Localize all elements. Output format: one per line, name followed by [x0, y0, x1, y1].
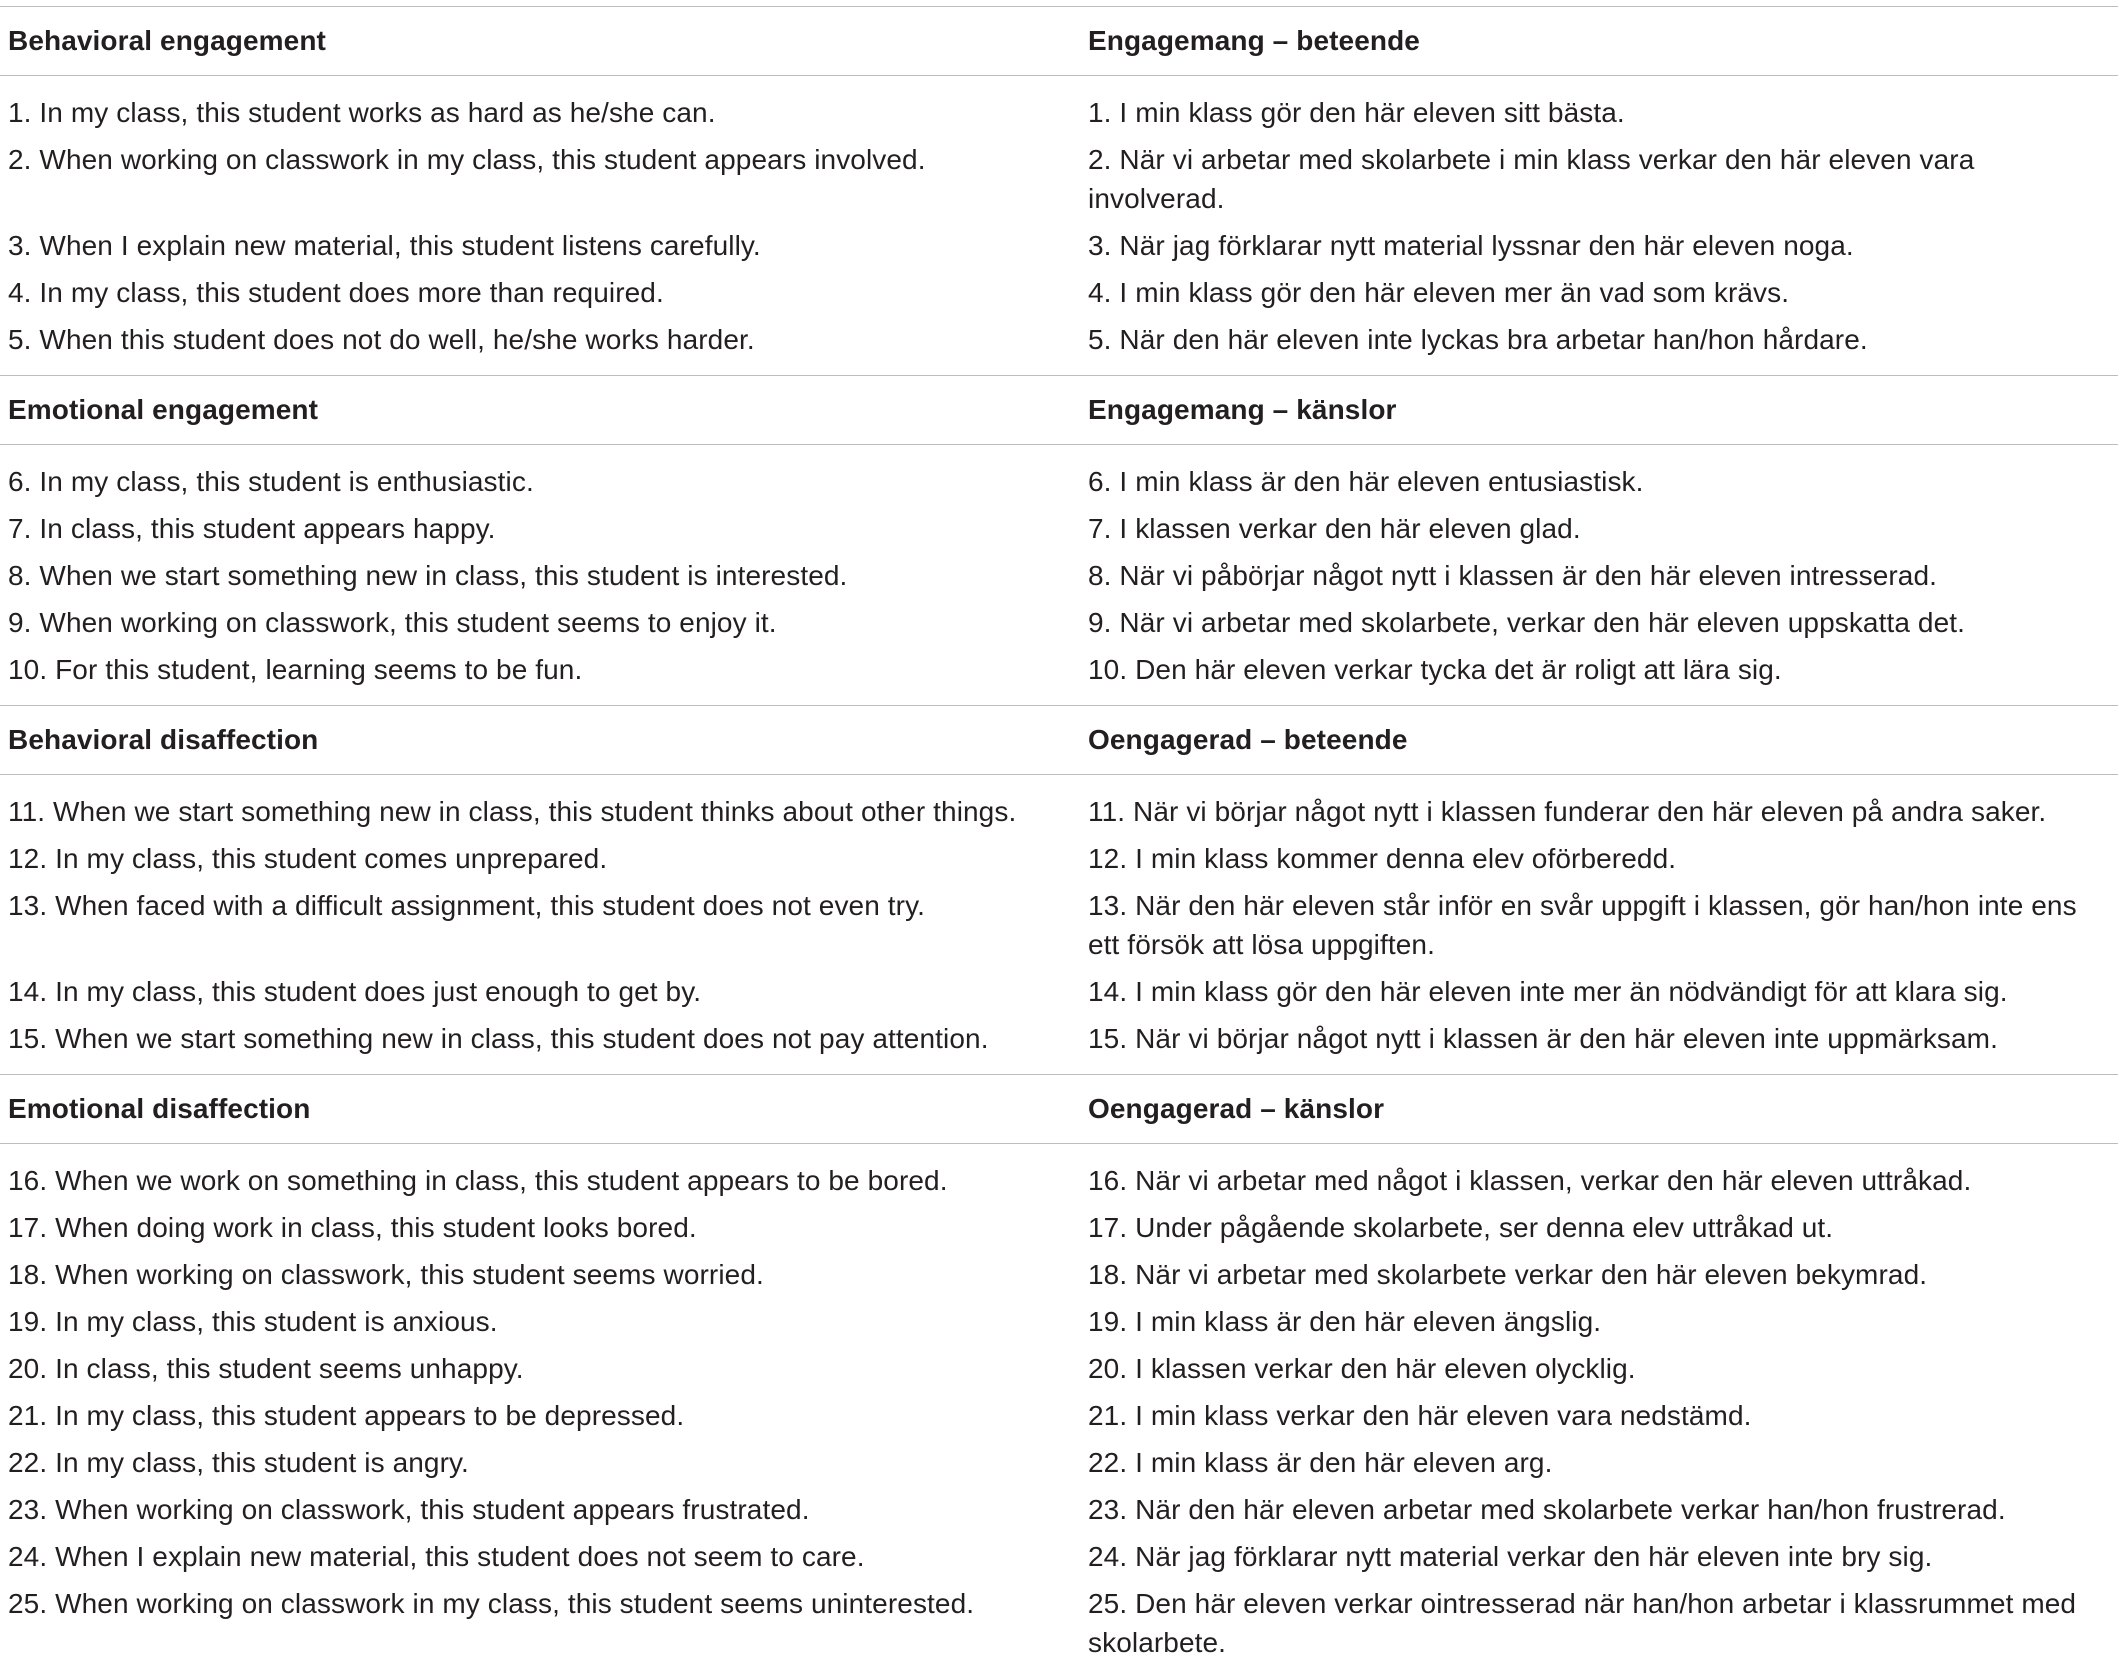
table-row — [0, 458, 2118, 505]
item-text-swedish: 5. När den här eleven inte lyckas bra arbetar han/hon hårdare. — [1088, 324, 1868, 355]
item-text-english: 6. In my class, this student is enthusiastic. — [8, 466, 534, 497]
section-items — [0, 775, 2118, 1075]
table-row — [0, 1533, 2118, 1580]
item-text-english: 23. When working on classwork, this student appears frustrated. — [8, 1494, 810, 1525]
item-text-swedish: 20. I klassen verkar den här eleven olycklig. — [1088, 1353, 1636, 1384]
item-text-english: 13. When faced with a difficult assignment, this student does not even try. — [8, 890, 925, 921]
item-text-swedish: 3. När jag förklarar nytt material lyssnar den här eleven noga. — [1088, 230, 1854, 261]
item-text-english: 18. When working on classwork, this student seems worried. — [8, 1259, 764, 1290]
section-items — [0, 76, 2118, 376]
item-text-english: 12. In my class, this student comes unprepared. — [8, 843, 608, 874]
table-row — [0, 1345, 2118, 1392]
table-row — [0, 599, 2118, 646]
item-text-swedish: 11. När vi börjar något nytt i klassen funderar den här eleven på andra saker. — [1088, 796, 2047, 827]
item-text-english: 4. In my class, this student does more than required. — [8, 277, 664, 308]
item-text-english: 11. When we start something new in class, this student thinks about other things. — [8, 796, 1017, 827]
item-text-swedish: 9. När vi arbetar med skolarbete, verkar den här eleven uppskatta det. — [1088, 607, 1966, 638]
item-text-swedish: 25. Den här eleven verkar ointresserad när han/hon arbetar i klassrummet med skolarbete. — [1088, 1588, 2077, 1658]
item-text-swedish: 1. I min klass gör den här eleven sitt bästa. — [1088, 97, 1625, 128]
item-text-english: 15. When we start something new in class, this student does not pay attention. — [8, 1023, 989, 1054]
section-title-english: Emotional engagement — [8, 394, 319, 425]
item-text-english: 9. When working on classwork, this student seems to enjoy it. — [8, 607, 777, 638]
table-row — [0, 1157, 2118, 1204]
item-text-english: 21. In my class, this student appears to be depressed. — [8, 1400, 685, 1431]
table-row — [0, 1392, 2118, 1439]
section-title-english: Behavioral disaffection — [8, 724, 319, 755]
item-text-swedish: 6. I min klass är den här eleven entusiastisk. — [1088, 466, 1644, 497]
section-title-english: Emotional disaffection — [8, 1093, 311, 1124]
section-header-row — [0, 376, 2118, 445]
item-text-swedish: 8. När vi påbörjar något nytt i klassen är den här eleven intresserad. — [1088, 560, 1938, 591]
section-title-swedish: Oengagerad – känslor — [1088, 1093, 1385, 1124]
table-row — [0, 1298, 2118, 1345]
item-text-english: 16. When we work on something in class, this student appears to be bored. — [8, 1165, 948, 1196]
item-text-english: 19. In my class, this student is anxious. — [8, 1306, 498, 1337]
item-text-english: 14. In my class, this student does just enough to get by. — [8, 976, 702, 1007]
table-row — [0, 1204, 2118, 1251]
table-row — [0, 1015, 2118, 1062]
table-row — [0, 1251, 2118, 1298]
item-text-english: 8. When we start something new in class, this student is interested. — [8, 560, 848, 591]
item-text-swedish: 13. När den här eleven står inför en svår uppgift i klassen, gör han/hon inte ens ett försök att lösa uppgiften. — [1088, 890, 2077, 960]
item-text-english: 17. When doing work in class, this student looks bored. — [8, 1212, 697, 1243]
item-text-swedish: 12. I min klass kommer denna elev oförberedd. — [1088, 843, 1677, 874]
table-row — [0, 89, 2118, 136]
table-row — [0, 552, 2118, 599]
item-text-english: 25. When working on classwork in my class, this student seems uninterested. — [8, 1588, 975, 1619]
table-row — [0, 835, 2118, 882]
item-text-english: 10. For this student, learning seems to be fun. — [8, 654, 583, 685]
table-row — [0, 882, 2118, 968]
item-text-swedish: 16. När vi arbetar med något i klassen, verkar den här eleven uttråkad. — [1088, 1165, 1972, 1196]
item-text-english: 3. When I explain new material, this student listens carefully. — [8, 230, 761, 261]
item-text-swedish: 15. När vi börjar något nytt i klassen är den här eleven inte uppmärksam. — [1088, 1023, 1998, 1054]
table-row — [0, 1486, 2118, 1533]
table-row — [0, 269, 2118, 316]
item-text-english: 7. In class, this student appears happy. — [8, 513, 496, 544]
item-text-swedish: 19. I min klass är den här eleven ängslig. — [1088, 1306, 1602, 1337]
item-text-english: 20. In class, this student seems unhappy. — [8, 1353, 524, 1384]
table-row — [0, 646, 2118, 693]
table-row — [0, 505, 2118, 552]
table-row — [0, 968, 2118, 1015]
item-text-english: 5. When this student does not do well, he/she works harder. — [8, 324, 755, 355]
table-row — [0, 1580, 2118, 1666]
table-section — [0, 7, 2118, 376]
item-text-swedish: 23. När den här eleven arbetar med skolarbete verkar han/hon frustrerad. — [1088, 1494, 2006, 1525]
item-text-swedish: 24. När jag förklarar nytt material verkar den här eleven inte bry sig. — [1088, 1541, 1933, 1572]
item-text-swedish: 10. Den här eleven verkar tycka det är roligt att lära sig. — [1088, 654, 1782, 685]
item-text-swedish: 21. I min klass verkar den här eleven vara nedstämd. — [1088, 1400, 1752, 1431]
section-title-english: Behavioral engagement — [8, 25, 326, 56]
table-section — [0, 706, 2118, 1075]
item-text-swedish: 17. Under pågående skolarbete, ser denna elev uttråkad ut. — [1088, 1212, 1834, 1243]
item-text-english: 1. In my class, this student works as hard as he/she can. — [8, 97, 716, 128]
table-section — [0, 376, 2118, 706]
section-header-row — [0, 706, 2118, 775]
section-title-swedish: Engagemang – känslor — [1088, 394, 1397, 425]
table-section — [0, 1075, 2118, 1678]
table-row — [0, 316, 2118, 363]
item-text-swedish: 14. I min klass gör den här eleven inte mer än nödvändigt för att klara sig. — [1088, 976, 2008, 1007]
section-items — [0, 445, 2118, 706]
item-text-english: 2. When working on classwork in my class, this student appears involved. — [8, 144, 926, 175]
table-row — [0, 1439, 2118, 1486]
item-text-english: 24. When I explain new material, this student does not seem to care. — [8, 1541, 865, 1572]
section-title-swedish: Oengagerad – beteende — [1088, 724, 1408, 755]
section-header-row — [0, 7, 2118, 76]
item-text-swedish: 22. I min klass är den här eleven arg. — [1088, 1447, 1553, 1478]
table-row — [0, 136, 2118, 222]
table-row — [0, 788, 2118, 835]
section-title-swedish: Engagemang – beteende — [1088, 25, 1420, 56]
item-text-swedish: 2. När vi arbetar med skolarbete i min klass verkar den här eleven vara involverad. — [1088, 144, 1975, 214]
item-text-english: 22. In my class, this student is angry. — [8, 1447, 469, 1478]
item-text-swedish: 18. När vi arbetar med skolarbete verkar den här eleven bekymrad. — [1088, 1259, 1928, 1290]
item-text-swedish: 4. I min klass gör den här eleven mer än vad som krävs. — [1088, 277, 1790, 308]
section-items — [0, 1144, 2118, 1678]
table-row — [0, 222, 2118, 269]
item-text-swedish: 7. I klassen verkar den här eleven glad. — [1088, 513, 1581, 544]
table-body — [0, 7, 2127, 1678]
section-header-row — [0, 1075, 2118, 1144]
